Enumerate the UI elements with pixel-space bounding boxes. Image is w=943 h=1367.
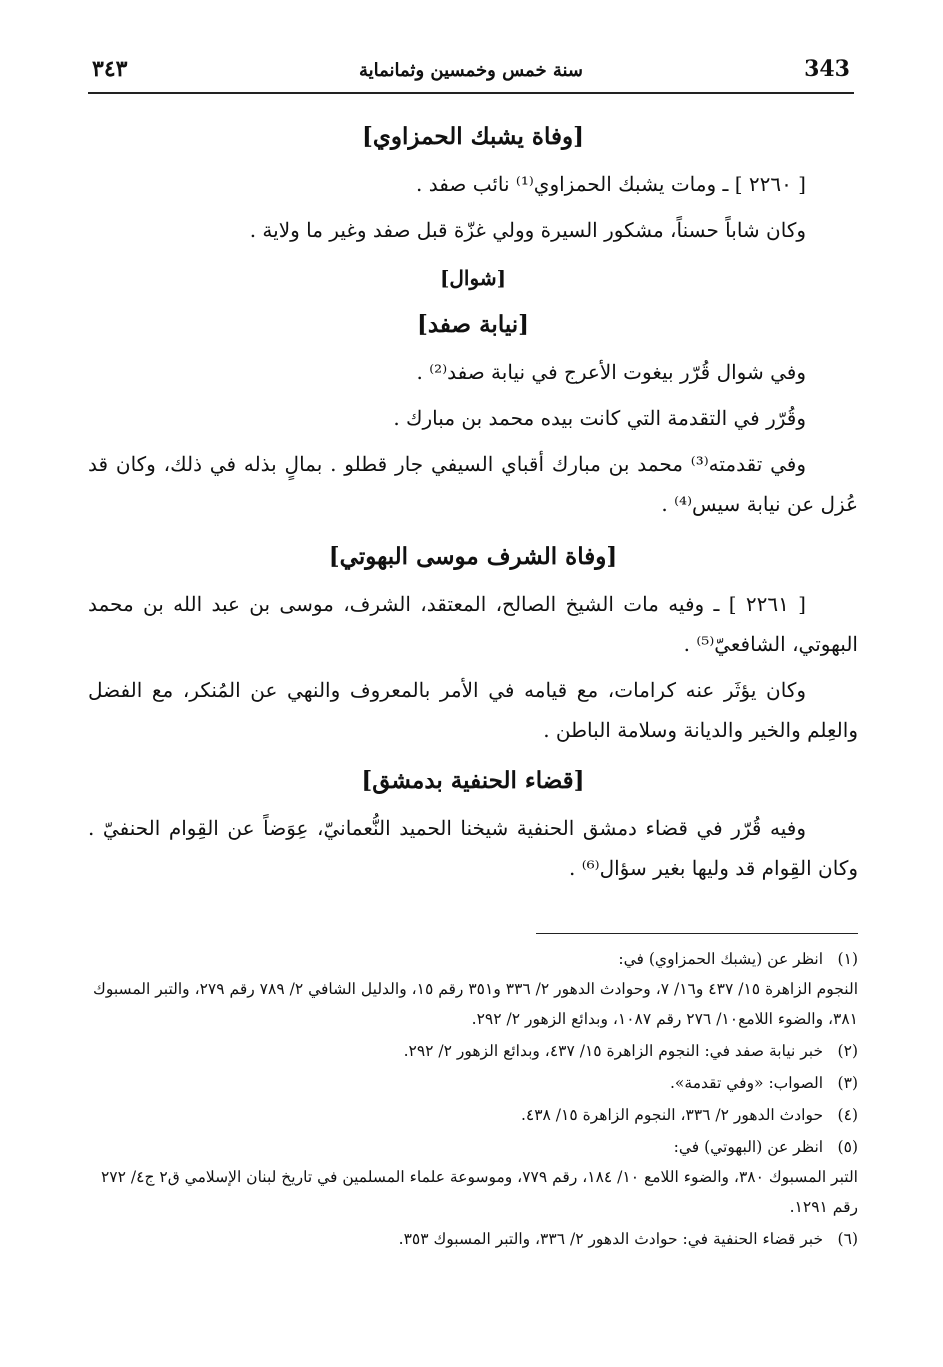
footnote-text: خبر نيابة صفد في: النجوم الزاهرة ١٥/ ٤٣٧، وبدائع الزهور ٢/ ٢٩٢. [403,1042,824,1060]
entry-2261: [ ٢٢٦١ ] ـ وفيه مات الشيخ الصالح، المعتقد، الشرف، موسى بن عبد الله بن محمد البهوتي، الشافعيّ⁽⁵⁾ . [88,592,858,656]
footnote-divider [536,933,858,934]
paragraph: وكان شاباً حسناً، مشكور السيرة وولي غزّة قبل صفد وغير ما ولاية . [249,218,806,242]
paragraph: وفي تقدمته⁽³⁾ محمد بن مبارك أقباي السيفي جار قطلو . بمالٍ بذله في ذلك، وكان قد عُزل عن نيابة سيس⁽⁴⁾ . [88,452,858,516]
footnote-text: انظر عن (البهوتي) في: [673,1138,824,1156]
footnote-number: (٥) [837,1138,858,1156]
footnote-continuation: التبر المسبوك ٣٨٠، والضوء اللامع ١٠/ ١٨٤، رقم ٧٧٩، وموسوعة علماء المسلمين في تاريخ لبنان الإسلامي ق٢ ج٤/ ٢٧٢ رقم ١٢٩١. [100,1168,858,1216]
footnote-1 [88,944,858,1034]
running-head: سنة خمس وخمسين وثمانماية [358,60,583,81]
footnote-number: (٢) [837,1042,858,1060]
footnotes [88,944,858,1256]
month-heading: [شوال] [439,266,507,290]
footnote-text: خبر قضاء الحنفية في: حوادث الدهور ٢/ ٣٣٦، والتبر المسبوك ٣٥٣. [398,1230,824,1248]
paragraph: وكان يؤثَر عنه كرامات، مع قيامه في الأمر بالمعروف والنهي عن المُنكر، مع الفضل والعِلم والخير والديانة وسلامة الباطن . [88,678,858,742]
paragraph: وقُرّر في التقدمة التي كانت بيده محمد بن مبارك . [393,406,806,430]
entry-2260: [ ٢٢٦٠ ] ـ ومات يشبك الحمزاوي⁽¹⁾ نائب صفد . [416,172,806,196]
footnote-text: الصواب: «وفي تقدمة». [670,1074,824,1092]
footnote-number: (٦) [837,1230,858,1248]
footnote-3 [88,1068,858,1098]
page-number-arabic: ٣٤٣ [92,56,128,82]
footnote-text: حوادث الدهور ٢/ ٣٣٦، النجوم الزاهرة ١٥/ ٤٣٨. [520,1106,824,1124]
main-text [88,112,858,894]
paragraph: وفي شوال قُرّر بيغوت الأعرج في نيابة صفد⁽²⁾ . [416,360,806,384]
footnote-text: انظر عن (يشبك الحمزاوي) في: [618,950,824,968]
page-header [88,52,854,94]
footnote-2 [88,1036,858,1066]
page-number-latin: 343 [804,56,850,82]
footnote-number: (٣) [837,1074,858,1092]
footnote-4 [88,1100,858,1130]
footnote-5 [88,1132,858,1222]
section-heading-safad: [نيابة صفد] [416,311,530,338]
paragraph: وفيه قُرّر في قضاء دمشق الحنفية شيخنا الحميد النُّعمانيّ، عِوَضاً عن القِوام الحنفيّ . وكان القِوام قد وليها بغير سؤال⁽⁶⁾ . [88,816,858,880]
footnote-number: (٤) [837,1106,858,1124]
footnote-6 [88,1224,858,1254]
section-heading-yashbak: [وفاة يشبك الحمزاوي] [362,123,584,150]
section-heading-bahuti: [وفاة الشرف موسى البهوتي] [328,543,618,570]
section-heading-hanafi-damascus: [قضاء الحنفية بدمشق] [361,767,585,794]
footnote-continuation: النجوم الزاهرة ١٥/ ٤٣٧ و١٦/ ٧، وحوادث الدهور ٢/ ٣٣٦ و٣٥١ رقم ١٥، والدليل الشافي ٢/ ٧٨٩ رقم ٢٧٩، والتبر المسبوك ٣٨١، والضوء اللامع١٠/ ٢٧٦ رقم ١٠٨٧، وبدائع الزهور ٢/ ٢٩٢. [93,980,858,1028]
footnote-number: (١) [837,950,858,968]
